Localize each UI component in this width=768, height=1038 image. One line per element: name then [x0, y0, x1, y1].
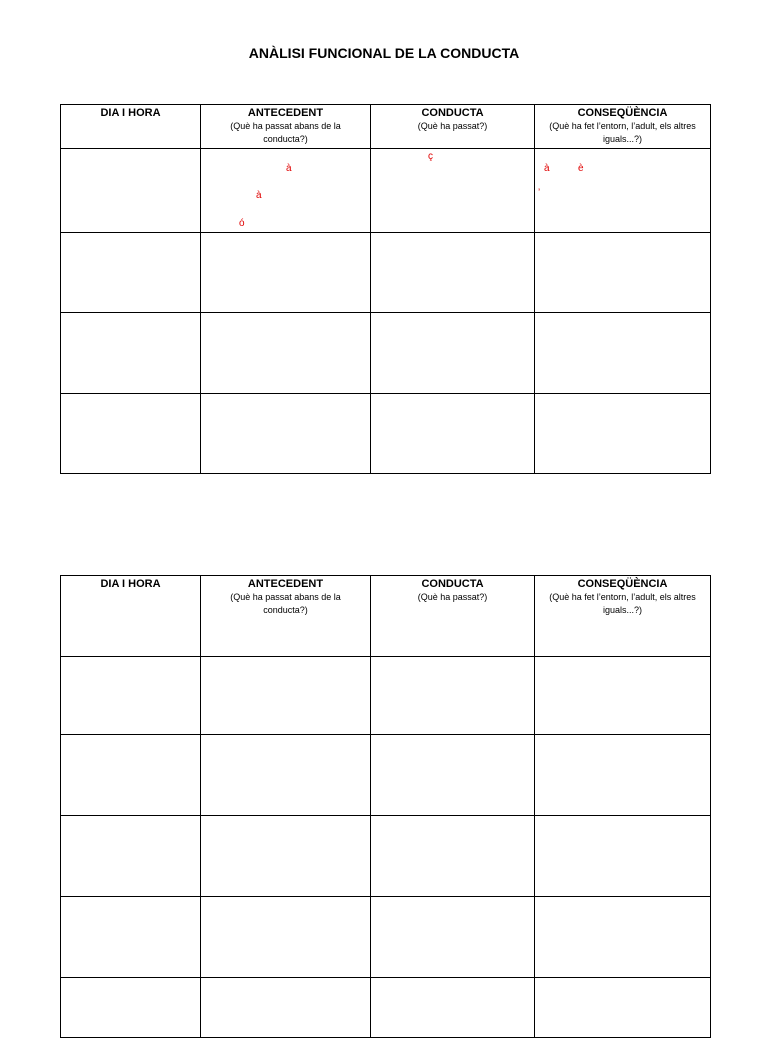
table-row	[61, 149, 711, 233]
cell-conducta[interactable]	[371, 394, 535, 474]
header-sublabel: (Què ha passat?)	[417, 121, 488, 131]
accent-mark: à	[286, 163, 292, 174]
header-label: CONSEQÜÈNCIA	[577, 578, 668, 590]
cell-antecedent[interactable]	[201, 233, 371, 313]
header-sublabel: (Què ha fet l’entorn, l’adult, els altres iguals...?)	[549, 592, 696, 615]
accent-mark: è	[578, 163, 584, 174]
cell-dia-i-hora[interactable]	[61, 816, 201, 897]
table-row	[61, 394, 711, 474]
cell-dia-i-hora[interactable]	[61, 313, 201, 394]
cell-conducta[interactable]	[371, 735, 535, 816]
header-conducta	[371, 105, 535, 149]
header-consequencia	[535, 576, 711, 657]
cell-consequencia[interactable]	[535, 897, 711, 978]
header-sublabel: (Què ha passat?)	[417, 592, 488, 602]
cell-conducta[interactable]	[371, 816, 535, 897]
header-label: DIA I HORA	[100, 578, 161, 590]
header-consequencia	[535, 105, 711, 149]
header-dia-i-hora	[61, 105, 201, 149]
accent-mark: à	[256, 190, 262, 201]
header-sublabel: (Què ha passat abans de la conducta?)	[230, 121, 341, 144]
header-row	[61, 105, 711, 149]
cell-conducta[interactable]	[371, 978, 535, 1038]
header-dia-i-hora	[61, 576, 201, 657]
accent-mark: ç	[428, 151, 433, 162]
header-label: ANTECEDENT	[247, 578, 324, 590]
cell-conducta[interactable]	[371, 233, 535, 313]
cell-antecedent[interactable]	[201, 394, 371, 474]
cell-dia-i-hora[interactable]	[61, 897, 201, 978]
header-label: CONDUCTA	[421, 107, 484, 119]
header-label: CONDUCTA	[421, 578, 484, 590]
cell-antecedent[interactable]	[201, 657, 371, 735]
behavior-table-1	[60, 104, 711, 474]
cell-consequencia[interactable]	[535, 735, 711, 816]
table-row	[61, 233, 711, 313]
cell-dia-i-hora[interactable]	[61, 233, 201, 313]
header-label: DIA I HORA	[100, 107, 161, 119]
cell-consequencia[interactable]	[535, 978, 711, 1038]
cell-consequencia[interactable]	[535, 313, 711, 394]
table-row	[61, 897, 711, 978]
cell-dia-i-hora[interactable]	[61, 735, 201, 816]
document-title: ANÀLISI FUNCIONAL DE LA CONDUCTA	[248, 45, 520, 61]
cell-antecedent[interactable]	[201, 897, 371, 978]
cell-conducta[interactable]	[371, 149, 535, 233]
cell-conducta[interactable]	[371, 657, 535, 735]
header-sublabel: (Què ha fet l’entorn, l’adult, els altres iguals...?)	[549, 121, 696, 144]
table-row	[61, 978, 711, 1038]
header-antecedent	[201, 105, 371, 149]
accent-mark: ó	[239, 218, 245, 229]
accent-mark: à	[544, 163, 550, 174]
cell-consequencia[interactable]	[535, 233, 711, 313]
cell-antecedent[interactable]	[201, 149, 371, 233]
table-row	[61, 313, 711, 394]
header-sublabel: (Què ha passat abans de la conducta?)	[230, 592, 341, 615]
cell-antecedent[interactable]	[201, 735, 371, 816]
cell-antecedent[interactable]	[201, 313, 371, 394]
table-row	[61, 735, 711, 816]
accent-mark: ʼ	[538, 188, 541, 199]
header-label: CONSEQÜÈNCIA	[577, 107, 668, 119]
header-conducta	[371, 576, 535, 657]
header-label: ANTECEDENT	[247, 107, 324, 119]
header-antecedent	[201, 576, 371, 657]
table-row	[61, 657, 711, 735]
cell-consequencia[interactable]	[535, 657, 711, 735]
cell-consequencia[interactable]	[535, 816, 711, 897]
cell-consequencia[interactable]	[535, 394, 711, 474]
cell-antecedent[interactable]	[201, 978, 371, 1038]
cell-consequencia[interactable]	[535, 149, 711, 233]
cell-antecedent[interactable]	[201, 816, 371, 897]
cell-dia-i-hora[interactable]	[61, 657, 201, 735]
behavior-table-2	[60, 575, 711, 1038]
header-row	[61, 576, 711, 657]
table-row	[61, 816, 711, 897]
cell-conducta[interactable]	[371, 897, 535, 978]
cell-dia-i-hora[interactable]	[61, 978, 201, 1038]
cell-dia-i-hora[interactable]	[61, 394, 201, 474]
cell-conducta[interactable]	[371, 313, 535, 394]
cell-dia-i-hora[interactable]	[61, 149, 201, 233]
